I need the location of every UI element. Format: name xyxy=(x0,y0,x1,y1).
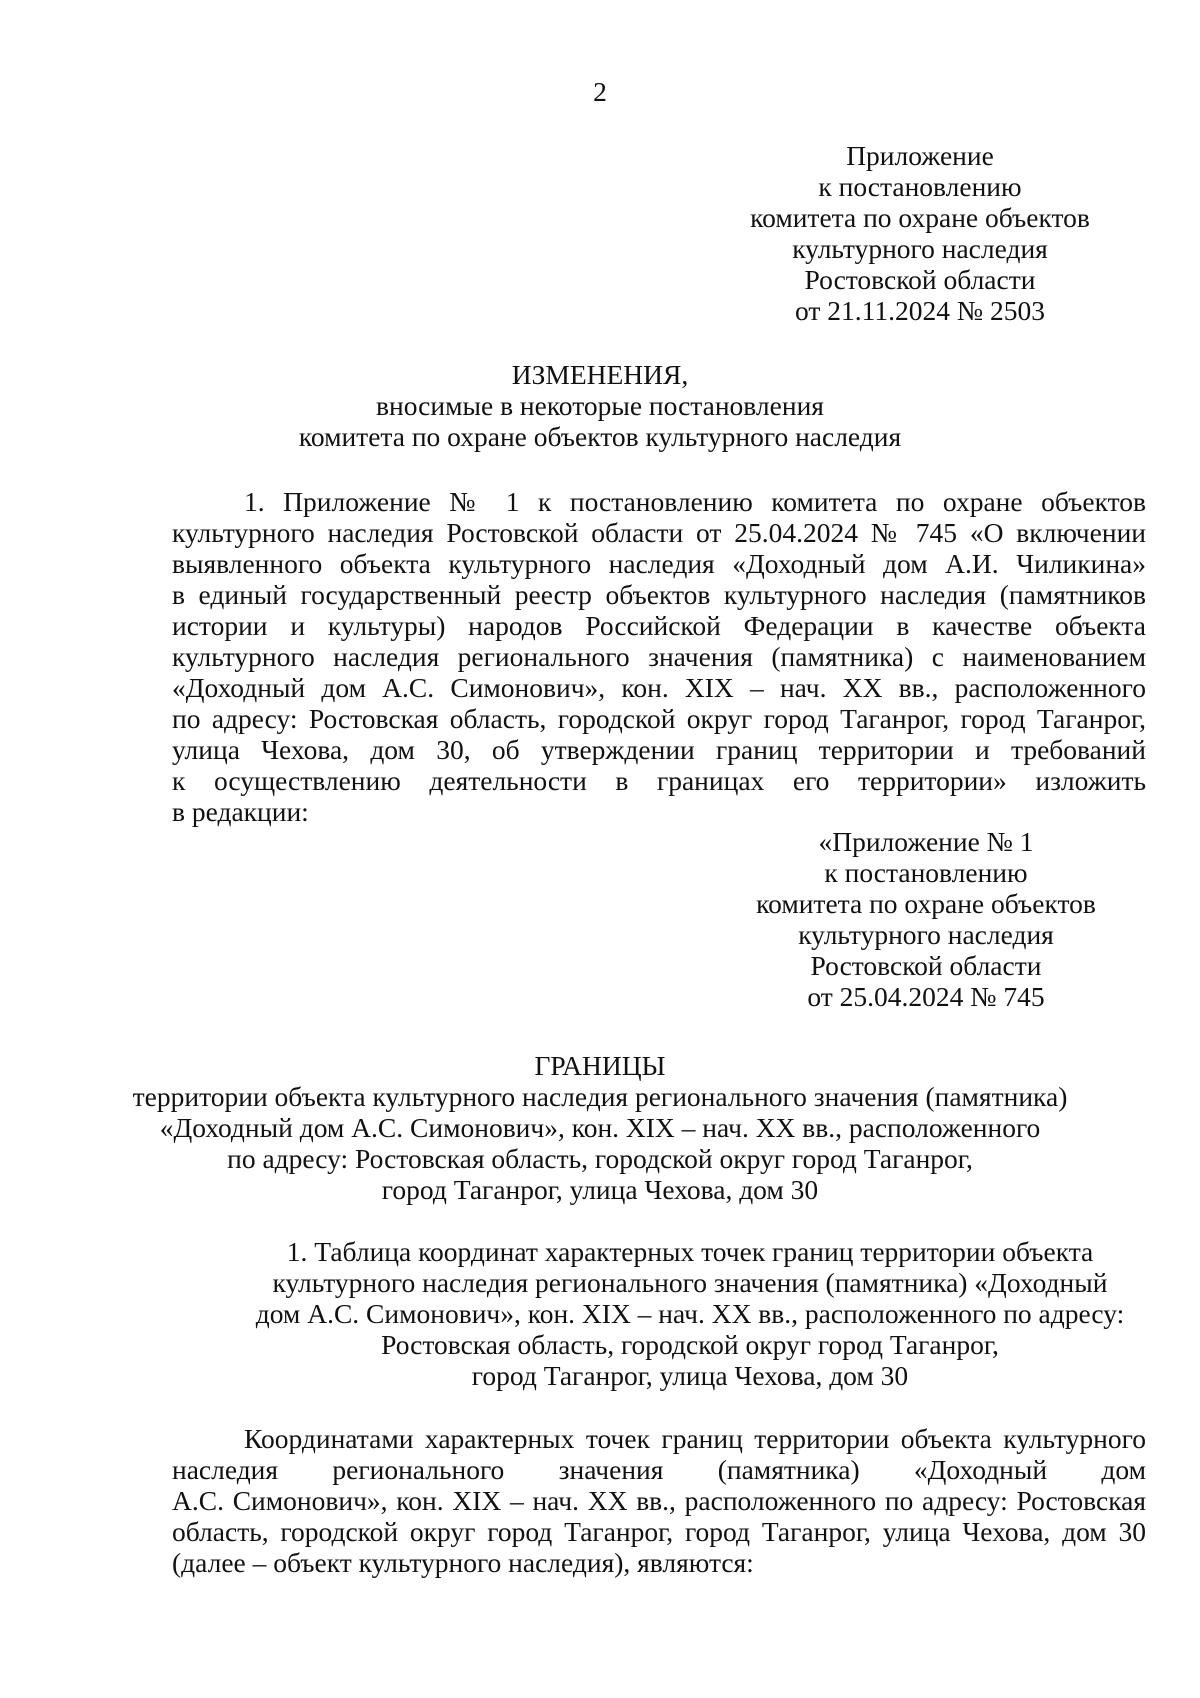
coordinates-line: (далее – объект культурного наследия), являются: xyxy=(172,1547,754,1578)
borders-subtitle-line: «Доходный дом А.С. Симонович», кон. XIX – нач. XX вв., расположенного xyxy=(159,1112,1041,1143)
item-1-line: к осуществлению деятельности в границах его территории» изложить xyxy=(172,765,1146,796)
appendix-1-header-line: Ростовской области xyxy=(810,950,1042,981)
coordinates-line: Координатами характерных точек границ территории объекта культурного xyxy=(244,1423,1146,1454)
changes-title: ИЗМЕНЕНИЯ, xyxy=(511,359,689,390)
item-1-line: в редакции: xyxy=(172,796,309,827)
item-1-line: в единый государственный реестр объектов культурного наследия (памятников xyxy=(172,579,1146,610)
coordinates-line: А.С. Симонович», кон. XIX – нач. XX вв., расположенного по адресу: Ростовская xyxy=(172,1485,1146,1516)
table-heading-line: Ростовская область, городской округ город Таганрог, xyxy=(381,1329,999,1360)
table-heading-line: дом А.С. Симонович», кон. XIX – нач. XX вв., расположенного по адресу: xyxy=(255,1298,1125,1329)
item-1-line: культурного наследия регионального значения (памятника) с наименованием xyxy=(172,641,1146,672)
appendix-header-line: Ростовской области xyxy=(804,264,1036,295)
coordinates-line: область, городской округ город Таганрог, город Таганрог, улица Чехова, дом 30 xyxy=(172,1516,1146,1547)
item-1-line: культурного наследия Ростовской области от 25.04.2024 № 745 «О включении xyxy=(172,517,1146,548)
appendix-1-header-line: культурного наследия xyxy=(798,919,1054,950)
appendix-1-header-line: от 25.04.2024 № 745 xyxy=(807,981,1045,1012)
borders-subtitle-line: территории объекта культурного наследия регионального значения (памятника) xyxy=(132,1081,1068,1112)
page-number: 2 xyxy=(593,76,607,107)
appendix-1-header-line: «Приложение № 1 xyxy=(818,826,1034,857)
table-heading-line: 1. Таблица координат характерных точек границ территории объекта xyxy=(286,1236,1094,1267)
table-heading-line: город Таганрог, улица Чехова, дом 30 xyxy=(471,1360,909,1391)
appendix-1-header-line: комитета по охране объектов xyxy=(756,888,1096,919)
changes-subtitle-line: вносимые в некоторые постановления xyxy=(376,390,824,421)
item-1-line: по адресу: Ростовская область, городской округ город Таганрог, город Таганрог, xyxy=(172,703,1146,734)
appendix-header-line: культурного наследия xyxy=(792,233,1048,264)
item-1-line: истории и культуры) народов Российской Федерации в качестве объекта xyxy=(172,610,1146,641)
item-1-line: 1. Приложение № 1 к постановлению комитета по охране объектов xyxy=(244,486,1146,517)
item-1-line: «Доходный дом А.С. Симонович», кон. XIX – нач. XX вв., расположенного xyxy=(172,672,1146,703)
appendix-header-line: от 21.11.2024 № 2503 xyxy=(795,295,1045,326)
appendix-1-header-line: к постановлению xyxy=(824,857,1028,888)
item-1-line: улица Чехова, дом 30, об утверждении границ территории и требований xyxy=(172,734,1146,765)
item-1-line: выявленного объекта культурного наследия «Доходный дом А.И. Чиликина» xyxy=(172,548,1146,579)
appendix-header-line: комитета по охране объектов xyxy=(750,202,1090,233)
changes-subtitle-line: комитета по охране объектов культурного наследия xyxy=(298,421,902,452)
appendix-header-line: к постановлению xyxy=(818,171,1022,202)
table-heading-line: культурного наследия регионального значения (памятника) «Доходный xyxy=(272,1267,1108,1298)
borders-title: ГРАНИЦЫ xyxy=(534,1050,666,1081)
appendix-header-line: Приложение xyxy=(846,140,994,171)
borders-subtitle-line: город Таганрог, улица Чехова, дом 30 xyxy=(381,1174,819,1205)
coordinates-line: наследия регионального значения (памятника) «Доходный дом xyxy=(172,1454,1146,1485)
borders-subtitle-line: по адресу: Ростовская область, городской округ город Таганрог, xyxy=(227,1143,973,1174)
